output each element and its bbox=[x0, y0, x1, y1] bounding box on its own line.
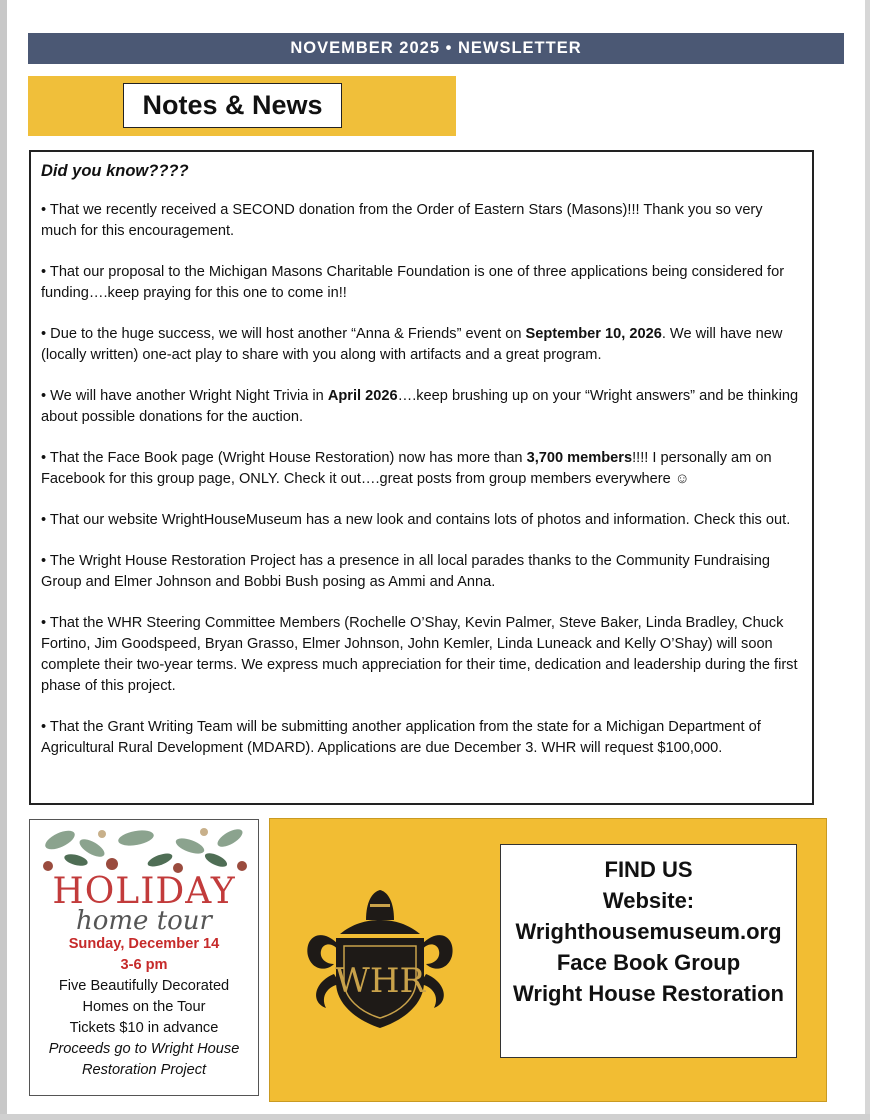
holiday-home-tour-flyer bbox=[29, 819, 259, 1096]
find-us-box bbox=[500, 844, 797, 1058]
website-link[interactable]: Wrighthousemuseum.org bbox=[515, 919, 782, 944]
bullet-text: • Due to the huge success, we will host another “Anna & Friends” event on bbox=[41, 326, 526, 342]
did-you-know-box bbox=[29, 150, 814, 805]
whr-monogram: WHR bbox=[334, 961, 426, 1001]
page-edge-bottom bbox=[0, 1114, 870, 1120]
bullet-text: !!!! I personally am on Facebook for this group page, ONLY. Check it out….great posts from group members everywhere ☺ bbox=[41, 450, 772, 487]
tour-line: Five Beautifully Decorated bbox=[58, 978, 230, 994]
bullet-text: • We will have another Wright Night Trivia in bbox=[41, 388, 328, 404]
bullet-text: • That the Face Book page (Wright House Restoration) now has more than bbox=[41, 450, 527, 466]
bullet-text: ….keep brushing up on your “Wright answers” and be thinking about possible donations for the auction. bbox=[41, 388, 799, 425]
website-label: Website: bbox=[602, 888, 695, 913]
holiday-title: HOLIDAY bbox=[52, 871, 236, 912]
holiday-foliage-icon bbox=[40, 826, 248, 876]
bullet-emphasis: September 10, 2026 bbox=[525, 326, 662, 342]
page-edge-left bbox=[0, 0, 7, 1120]
tour-date: Sunday, December 14 bbox=[68, 936, 220, 952]
news-bullet: • That we recently received a SECOND donation from the Order of Eastern Stars (Masons)!!! Thank you so very much for this encouragement. bbox=[41, 202, 763, 239]
news-bullet bbox=[41, 448, 800, 490]
news-bullet: • That our proposal to the Michigan Masons Charitable Foundation is one of three applications being considered for funding….keep praying for this one to come in!! bbox=[41, 264, 785, 301]
home-tour-subtitle: home tour bbox=[76, 906, 212, 936]
facebook-group-link[interactable]: Wright House Restoration bbox=[513, 981, 784, 1006]
tour-time: 3-6 pm bbox=[120, 957, 168, 973]
did-you-know-heading: Did you know???? bbox=[41, 162, 189, 180]
facebook-label: Face Book Group bbox=[556, 950, 741, 975]
news-bullet bbox=[41, 324, 800, 366]
news-bullet: • The Wright House Restoration Project has a presence in all local parades thanks to the Community Fundraising Group and Elmer Johnson and Bobbi Bush posing as Ammi and Anna. bbox=[41, 553, 770, 590]
news-bullet: • That our website WrightHouseMuseum has a new look and contains lots of photos and information. Check this out. bbox=[41, 512, 791, 528]
news-bullet: • That the WHR Steering Committee Members (Rochelle O’Shay, Kevin Palmer, Steve Baker, Linda Bradley, Chuck Fortino, Jim Goodspeed, Bryan Grasso, Elmer Johnson, John Kemler, Linda Luneack and Kelly O’Shay) will soon complete their two-year terms. We express much appreciation for their time, dedication and leadership during the first phase of this project. bbox=[41, 615, 798, 694]
news-bullet bbox=[41, 386, 800, 428]
news-bullet: • That the Grant Writing Team will be submitting another application from the state for a Michigan Department of Agricultural Rural Development (MDARD). Applications are due December 3. WHR will request $100,000. bbox=[41, 719, 761, 756]
tour-tickets: Tickets $10 in advance bbox=[69, 1020, 219, 1036]
heraldic-crest-icon bbox=[300, 886, 460, 1031]
page-edge-right bbox=[865, 0, 870, 1120]
bullet-text: . We will have new (locally written) one-act play to share with you along with artifacts and a great program. bbox=[41, 326, 783, 363]
section-title: Notes & News bbox=[123, 83, 342, 128]
newsletter-banner: NOVEMBER 2025 • NEWSLETTER bbox=[28, 33, 844, 64]
bullet-emphasis: 3,700 members bbox=[526, 450, 633, 466]
holiday-details bbox=[30, 934, 258, 1081]
tour-line: Homes on the Tour bbox=[82, 999, 206, 1015]
bullet-emphasis: April 2026 bbox=[327, 388, 398, 404]
tour-proceeds: Proceeds go to Wright House Restoration Project bbox=[48, 1041, 240, 1078]
find-us-heading: FIND US bbox=[604, 857, 693, 882]
